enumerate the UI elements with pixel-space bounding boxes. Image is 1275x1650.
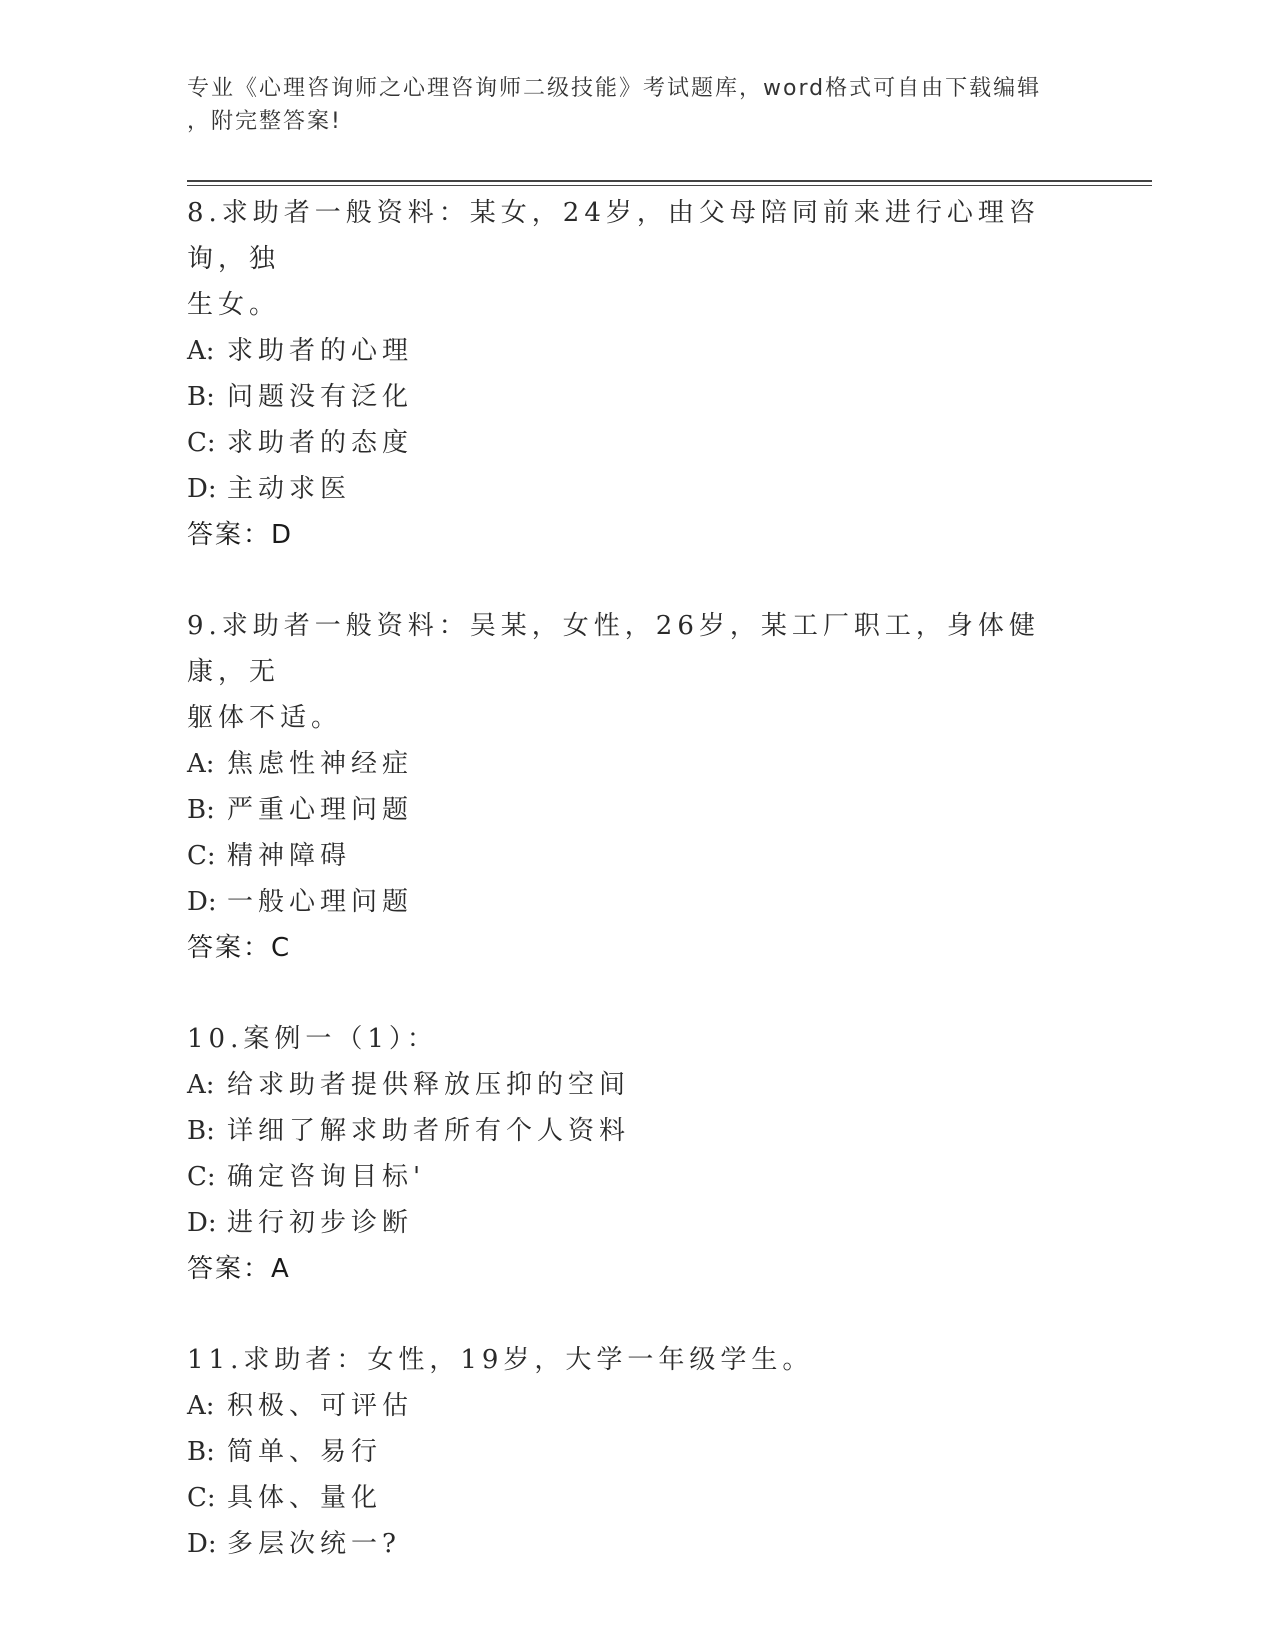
option-letter: A: [187, 1391, 215, 1421]
header-divider-thin [187, 185, 1152, 186]
option-c [187, 1475, 1067, 1521]
option-letter: C: [187, 428, 216, 458]
option-text: 精神障碍 [227, 841, 352, 871]
option-text: 主动求医 [227, 474, 352, 504]
option-letter: C: [187, 1162, 216, 1192]
option-letter: B: [187, 382, 215, 412]
question-stem-continued: 躯体不适。 [187, 703, 343, 733]
option-text: 求助者的态度 [227, 428, 414, 458]
option-c [187, 1154, 1067, 1200]
option-b [187, 787, 1067, 833]
option-b [187, 374, 1067, 420]
option-a [187, 1383, 1067, 1429]
option-letter: A: [187, 1070, 215, 1100]
option-letter: B: [187, 1437, 215, 1467]
option-text: 问题没有泛化 [227, 382, 414, 412]
question-stem-continued: 生女。 [187, 290, 281, 320]
answer-line: 答案：D [187, 520, 294, 550]
option-letter: D: [187, 474, 217, 504]
option-text: 焦虑性神经症 [227, 749, 414, 779]
option-letter: B: [187, 1116, 215, 1146]
answer-line: 答案：C [187, 933, 292, 963]
header-line-1: 专业《心理咨询师之心理咨询师二级技能》考试题库，word格式可自由下载编辑 [187, 76, 1042, 101]
option-a [187, 741, 1067, 787]
option-a [187, 328, 1067, 374]
option-a [187, 1062, 1067, 1108]
option-letter: D: [187, 887, 217, 917]
option-text: 一般心理问题 [227, 887, 414, 917]
option-letter: D: [187, 1208, 217, 1238]
option-text: 简单、易行 [227, 1437, 383, 1467]
question-stem: 11.求助者：女性，19岁，大学一年级学生。 [187, 1345, 814, 1375]
option-letter: C: [187, 1483, 216, 1513]
option-letter: B: [187, 795, 215, 825]
option-text: 多层次统一? [227, 1529, 401, 1559]
option-text: 给求助者提供释放压抑的空间 [227, 1070, 631, 1100]
option-d [187, 879, 1067, 925]
option-d [187, 1521, 1067, 1567]
option-text: 求助者的心理 [227, 336, 414, 366]
option-d [187, 466, 1067, 512]
option-letter: D: [187, 1529, 217, 1559]
question-11 [187, 1337, 1067, 1567]
option-text: 进行初步诊断 [227, 1208, 414, 1238]
question-stem: 10.案例一（1）： [187, 1024, 438, 1054]
option-c [187, 833, 1067, 879]
header-line-2: ，附完整答案! [187, 109, 342, 134]
option-text: 确定咨询目标' [227, 1162, 426, 1192]
option-letter: C: [187, 841, 216, 871]
question-8 [187, 190, 1067, 558]
question-9 [187, 603, 1067, 971]
header-divider [187, 180, 1152, 182]
question-stem: 9.求助者一般资料：吴某，女性，26岁，某工厂职工，身体健康，无 [187, 611, 1040, 687]
option-text: 详细了解求助者所有个人资料 [227, 1116, 631, 1146]
question-list [187, 190, 1067, 1612]
option-d [187, 1200, 1067, 1246]
option-text: 积极、可评估 [227, 1391, 414, 1421]
option-letter: A: [187, 336, 215, 366]
option-b [187, 1108, 1067, 1154]
option-c [187, 420, 1067, 466]
question-stem: 8.求助者一般资料：某女，24岁，由父母陪同前来进行心理咨询，独 [187, 198, 1040, 274]
option-text: 具体、量化 [227, 1483, 383, 1513]
option-text: 严重心理问题 [227, 795, 414, 825]
document-header [187, 72, 1067, 138]
option-b [187, 1429, 1067, 1475]
question-10 [187, 1016, 1067, 1292]
option-letter: A: [187, 749, 215, 779]
answer-line: 答案：A [187, 1254, 291, 1284]
